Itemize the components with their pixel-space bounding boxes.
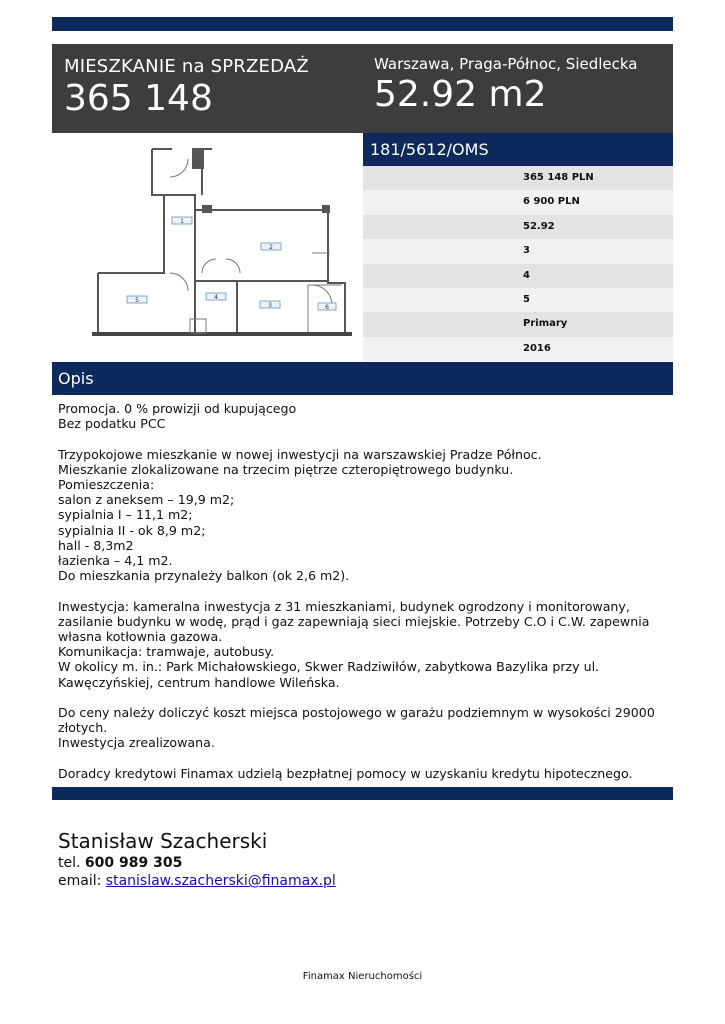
- room-label-6: 6: [325, 304, 329, 311]
- floor-plan-drawing: [52, 133, 362, 361]
- room-label-3: 3: [268, 302, 272, 309]
- desc-line: Promocja. 0 % prowizji od kupującego: [58, 401, 297, 416]
- desc-line: Trzypokojowe mieszkanie w nowej inwestycji na warszawskiej Pradze Północ.: [58, 446, 542, 462]
- param-row-year: 2016: [363, 337, 673, 361]
- param-row-rooms: 3: [363, 239, 673, 263]
- room-label-4: 4: [214, 294, 218, 301]
- price: 365 148: [64, 78, 213, 119]
- agent-email-link[interactable]: stanislaw.szacherski@finamax.pl: [105, 873, 336, 889]
- location: Warszawa, Praga-Północ, Siedlecka: [374, 55, 638, 73]
- desc-line: Mieszkanie zlokalizowane na trzecim piętrze czteropiętrowego budynku.: [58, 461, 514, 477]
- desc-line: hall - 8,3m2: [58, 537, 134, 553]
- offer-type: MIESZKANIE na SPRZEDAŻ: [64, 56, 309, 77]
- reference-number: 181/5612/OMS: [363, 133, 673, 166]
- desc-line: Kawęczyńskiej, centrum handlowe Wileńska.: [58, 674, 340, 690]
- desc-line: sypialnia II - ok 8,9 m2;: [58, 522, 206, 538]
- desc-line: zasilanie budynku w wodę, prąd i gaz zapewniają sieci miejskie. Potrzeby C.O i C.W. zapewnia: [58, 613, 650, 629]
- top-accent-bar: [52, 17, 673, 31]
- room-label-5: 5: [135, 297, 139, 304]
- agent-name: Stanisław Szacherski: [58, 829, 268, 853]
- desc-line: Inwestycja: kameralna inwestycja z 31 mieszkaniami, budynek ogrodzony i monitorowany,: [58, 598, 630, 614]
- footer-company: Finamax Nieruchomości: [302, 971, 423, 982]
- phone-label: tel.: [58, 855, 81, 871]
- description-title: Opis: [52, 362, 673, 395]
- desc-line: Do ceny należy doliczyć koszt miejsca postojowego w garażu podziemnym w wysokości 29000: [58, 705, 655, 721]
- desc-line: W okolicy m. in.: Park Michałowskiego, Skwer Radziwiłów, zabytkowa Bazylika przy ul.: [58, 659, 600, 675]
- room-label-2: 2: [269, 244, 273, 251]
- parameters-table: [363, 166, 673, 361]
- desc-line: sypialnia I – 11,1 m2;: [58, 507, 193, 523]
- desc-line: Bez podatku PCC: [58, 416, 166, 432]
- desc-line: Komunikacja: tramwaje, autobusy.: [58, 644, 275, 660]
- desc-line: łazienka – 4,1 m2.: [58, 553, 173, 569]
- desc-line: Doradcy kredytowi Finamax udzielą bezpłatnej pomocy w uzyskaniu kredytu hipotecznego.: [58, 765, 633, 781]
- desc-line: własna kotłownia gazowa.: [58, 629, 223, 645]
- area: 52.92 m2: [374, 74, 547, 115]
- header-left: [64, 56, 309, 119]
- param-row-price: 365 148 PLN: [363, 166, 673, 190]
- bottom-accent-bar: [52, 787, 673, 800]
- param-row-area: 52.92: [363, 215, 673, 239]
- email-label: email:: [58, 873, 102, 889]
- agent-phone-line: [58, 854, 336, 872]
- floor-plan: [52, 133, 362, 361]
- param-row-floor: 4: [363, 264, 673, 288]
- param-row-market: Primary: [363, 312, 673, 336]
- desc-line: Do mieszkania przynależy balkon (ok 2,6 m2).: [58, 568, 350, 584]
- agent-phone[interactable]: 600 989 305: [84, 855, 183, 871]
- desc-line: salon z aneksem – 19,9 m2;: [58, 492, 235, 508]
- desc-line: Pomieszczenia:: [58, 477, 155, 492]
- description-body: [58, 401, 670, 781]
- param-row-floors-total: 5: [363, 288, 673, 312]
- room-label-1: 1: [180, 218, 184, 225]
- agent-contact: [58, 828, 336, 890]
- desc-line: złotych.: [58, 720, 108, 736]
- header-right: [374, 55, 638, 115]
- listing-header: [52, 44, 673, 133]
- desc-line: Inwestycja zrealizowana.: [58, 735, 215, 751]
- param-row-price-per-m2: 6 900 PLN: [363, 190, 673, 214]
- agent-email-line: [58, 872, 336, 890]
